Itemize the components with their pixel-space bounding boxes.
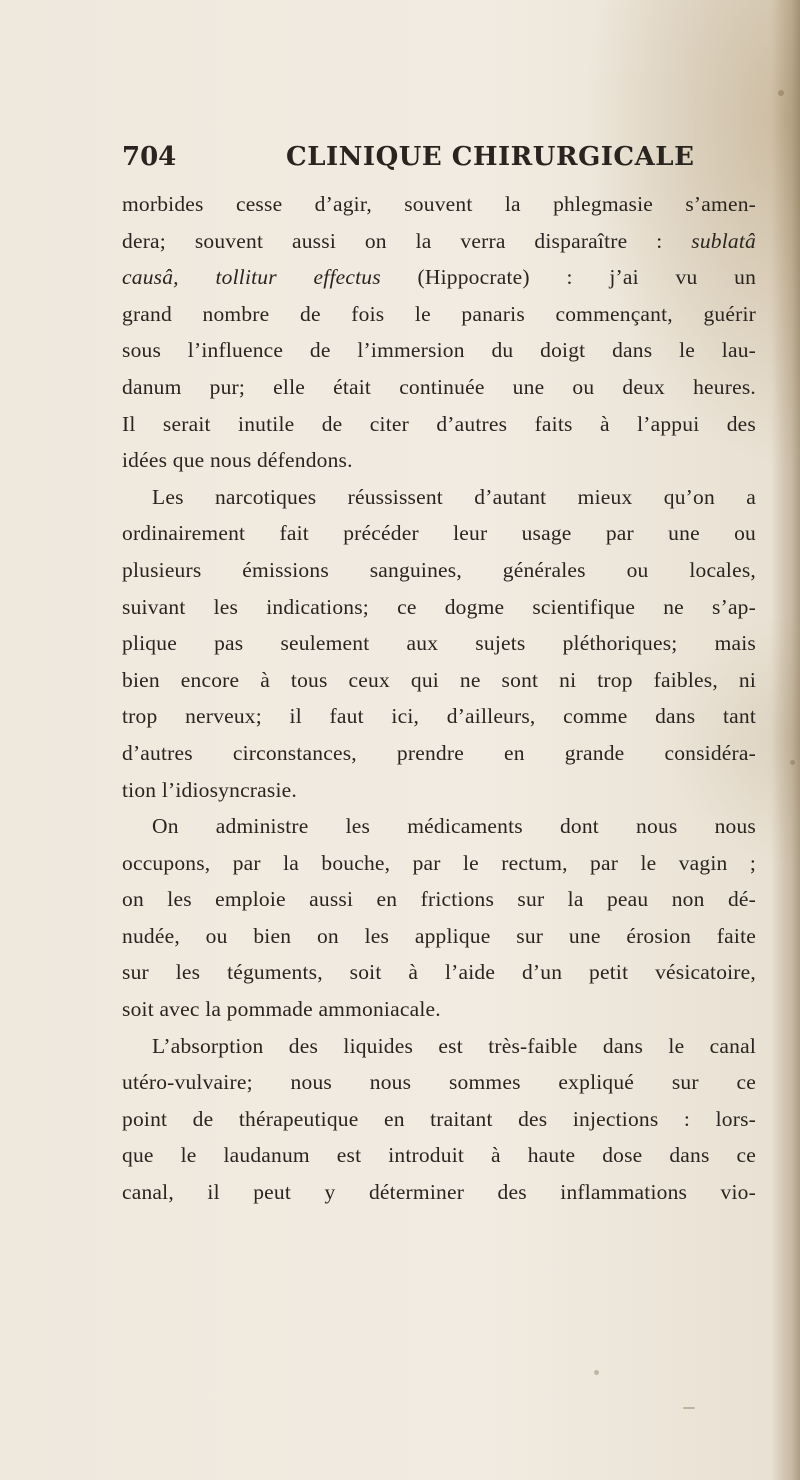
text-line: suivant les indications; ce dogme scientifique ne s’ap- (122, 594, 756, 619)
text-line: L’absorption des liquides est très-faible dans le canal (152, 1033, 756, 1058)
text-line: sur les téguments, soit à l’aide d’un petit vésicatoire, (122, 960, 756, 985)
text-line: danum pur; elle était continuée une ou deux heures. (122, 374, 756, 399)
text-line: d’autres circonstances, prendre en grande considéra- (122, 740, 756, 765)
text-line: Les narcotiques réussissent d’autant mieux qu’on a (152, 484, 756, 509)
text-line: Il serait inutile de citer d’autres faits à l’appui des (122, 411, 756, 436)
paper-speck (683, 1407, 695, 1409)
page-header (0, 142, 800, 178)
text-line: trop nerveux; il faut ici, d’ailleurs, comme dans tant (122, 704, 756, 729)
text-line: point de thérapeutique en traitant des injections : lors- (122, 1106, 756, 1131)
paper-speck (790, 760, 795, 765)
text-line: utéro-vulvaire; nous nous sommes expliqué sur ce (122, 1070, 756, 1095)
text-line: ordinairement fait précéder leur usage par une ou (122, 521, 756, 546)
body-text (122, 186, 756, 1211)
text-line (122, 259, 756, 296)
text-fragment: dera; souvent aussi on la verra disparaître : (122, 228, 663, 253)
page-edge-shadow (772, 0, 800, 1480)
latin-quote-fragment: tollitur (215, 265, 277, 290)
text-line: que le laudanum est introduit à haute dose dans ce (122, 1143, 756, 1168)
text-fragment: (Hippocrate) : j’ai vu un (417, 265, 757, 290)
text-line: grand nombre de fois le panaris commençant, guérir (122, 301, 756, 326)
text-line: canal, il peut y déterminer des inflammations vio- (122, 1180, 756, 1205)
text-line: On administre les médicaments dont nous nous (152, 814, 756, 839)
text-line: idées que nous défendons. (122, 448, 353, 473)
latin-quote-fragment: sublatâ (691, 228, 756, 253)
text-line: occupons, par la bouche, par le rectum, par le vagin ; (122, 850, 756, 875)
text-line: nudée, ou bien on les applique sur une érosion faite (122, 923, 756, 948)
text-line: sous l’influence de l’immersion du doigt dans le lau- (122, 338, 756, 363)
text-line: tion l’idiosyncrasie. (122, 777, 297, 802)
running-title: CLINIQUE CHIRURGICALE (286, 142, 695, 172)
text-line: morbides cesse d’agir, souvent la phlegmasie s’amen- (122, 192, 756, 216)
text-line: plique pas seulement aux sujets pléthoriques; mais (122, 631, 756, 656)
latin-quote-fragment: causâ, (122, 265, 179, 290)
text-line: soit avec la pommade ammoniacale. (122, 997, 441, 1022)
paper-speck (778, 90, 784, 96)
text-line: on les emploie aussi en frictions sur la peau non dé- (122, 887, 756, 912)
paper-speck (594, 1370, 599, 1375)
page-number: 704 (122, 142, 177, 172)
text-line (122, 223, 756, 260)
latin-quote-fragment: effectus (313, 265, 381, 290)
text-line: plusieurs émissions sanguines, générales ou locales, (122, 557, 756, 582)
text-line: bien encore à tous ceux qui ne sont ni trop faibles, ni (122, 667, 756, 692)
